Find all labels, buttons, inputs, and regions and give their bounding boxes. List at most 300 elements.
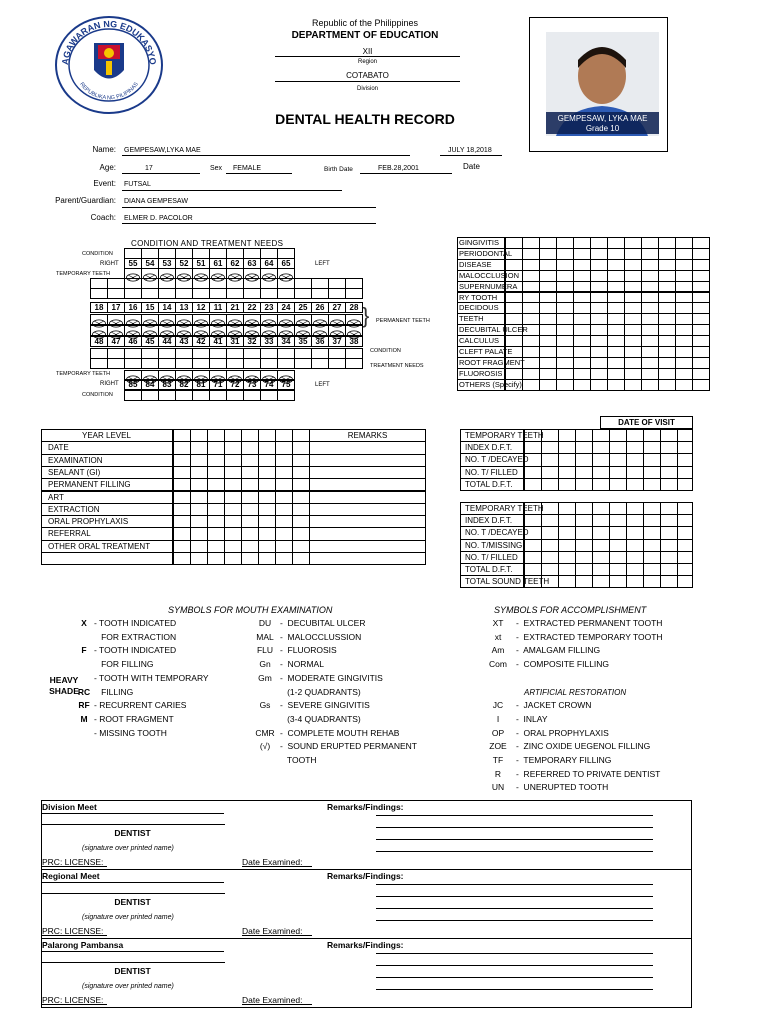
visit-cell[interactable] [677,575,693,588]
year-cell[interactable] [207,527,225,540]
prc-line[interactable] [42,935,107,936]
year-cell[interactable] [241,515,259,528]
visit-cell[interactable] [575,441,593,454]
year-cell[interactable] [275,552,293,565]
treatment-cell[interactable] [243,358,261,369]
treatment-cell[interactable] [311,358,329,369]
tooth-diagram-cell[interactable] [345,314,363,325]
tooth-diagram-cell[interactable] [209,325,227,336]
year-cell[interactable] [207,466,225,479]
visit-cell[interactable] [541,551,559,564]
year-cell[interactable] [258,540,276,553]
tooth-number-cell[interactable]: 63 [243,258,261,269]
treatment-cell[interactable] [141,288,159,299]
year-cell[interactable] [207,540,225,553]
treatment-cell[interactable] [260,288,278,299]
remarks-cell[interactable] [309,441,426,454]
condition-cell[interactable] [226,390,244,401]
visit-cell[interactable] [626,526,644,539]
visit-cell[interactable] [575,478,593,491]
tooth-number-cell[interactable]: 34 [277,336,295,347]
year-cell[interactable] [241,441,259,454]
visit-cell[interactable] [575,466,593,479]
condition-cell[interactable] [641,379,659,391]
treatment-cell[interactable] [192,288,210,299]
visit-cell[interactable] [575,526,593,539]
visit-cell[interactable] [643,478,661,491]
tooth-diagram-cell[interactable] [124,325,142,336]
tooth-number-cell[interactable]: 25 [294,302,312,313]
visit-cell[interactable] [609,514,627,527]
visit-cell[interactable] [609,551,627,564]
tooth-number-cell[interactable]: 62 [226,258,244,269]
year-cell[interactable] [224,491,242,504]
year-cell[interactable] [258,441,276,454]
remarks-line[interactable] [376,839,653,840]
treatment-cell[interactable] [158,358,176,369]
year-cell[interactable] [292,478,310,491]
visit-cell[interactable] [626,539,644,552]
year-cell[interactable] [190,454,208,467]
year-cell[interactable] [207,491,225,504]
visit-cell[interactable] [592,466,610,479]
year-cell[interactable] [207,441,225,454]
year-cell[interactable] [258,552,276,565]
tooth-diagram-cell[interactable] [124,314,142,325]
year-cell[interactable] [173,503,191,516]
year-cell[interactable] [173,466,191,479]
visit-cell[interactable] [626,466,644,479]
tooth-number-cell[interactable]: 44 [158,336,176,347]
tooth-diagram-cell[interactable] [175,314,193,325]
signature-line[interactable] [41,893,225,894]
visit-cell[interactable] [660,526,678,539]
condition-cell[interactable] [556,379,574,391]
visit-cell[interactable] [626,441,644,454]
treatment-cell[interactable] [107,358,125,369]
condition-cell[interactable] [505,379,523,391]
year-cell[interactable] [224,454,242,467]
year-cell[interactable] [275,540,293,553]
tooth-diagram-cell[interactable] [294,314,312,325]
condition-cell[interactable] [607,379,625,391]
visit-cell[interactable] [677,466,693,479]
tooth-number-cell[interactable]: 84 [141,379,159,390]
tooth-diagram-cell[interactable] [243,325,261,336]
treatment-cell[interactable] [90,288,108,299]
treatment-cell[interactable] [277,288,295,299]
tooth-number-cell[interactable]: 27 [328,302,346,313]
tooth-diagram-cell[interactable] [107,314,125,325]
tooth-number-cell[interactable]: 45 [141,336,159,347]
tooth-number-cell[interactable]: 17 [107,302,125,313]
year-cell[interactable] [190,466,208,479]
visit-cell[interactable] [677,514,693,527]
tooth-number-cell[interactable]: 72 [226,379,244,390]
year-cell[interactable] [292,441,310,454]
treatment-cell[interactable] [294,288,312,299]
visit-cell[interactable] [677,551,693,564]
year-cell[interactable] [241,552,259,565]
tooth-number-cell[interactable]: 55 [124,258,142,269]
treatment-cell[interactable] [345,358,363,369]
visit-cell[interactable] [541,539,559,552]
visit-cell[interactable] [524,514,542,527]
treatment-cell[interactable] [294,358,312,369]
remarks-line[interactable] [376,827,653,828]
year-cell[interactable] [258,429,276,442]
tooth-diagram-cell[interactable] [192,314,210,325]
remarks-line[interactable] [376,953,653,954]
treatment-cell[interactable] [209,288,227,299]
treatment-cell[interactable] [328,288,346,299]
year-cell[interactable] [224,527,242,540]
remarks-cell[interactable] [309,515,426,528]
condition-cell[interactable] [243,390,261,401]
remarks-cell[interactable] [309,454,426,467]
tooth-number-cell[interactable]: 18 [90,302,108,313]
year-cell[interactable] [207,552,225,565]
visit-cell[interactable] [609,441,627,454]
year-cell[interactable] [292,540,310,553]
year-cell[interactable] [258,454,276,467]
prc-line[interactable] [42,1004,107,1005]
remarks-line[interactable] [376,884,653,885]
visit-cell[interactable] [643,551,661,564]
tooth-number-cell[interactable]: 47 [107,336,125,347]
tooth-number-cell[interactable]: 46 [124,336,142,347]
remarks-line[interactable] [376,815,653,816]
tooth-number-cell[interactable]: 13 [175,302,193,313]
prc-line[interactable] [42,866,107,867]
visit-cell[interactable] [609,478,627,491]
visit-cell[interactable] [558,539,576,552]
tooth-diagram-cell[interactable] [311,325,329,336]
condition-cell[interactable] [124,390,142,401]
visit-cell[interactable] [541,526,559,539]
condition-cell[interactable] [175,390,193,401]
treatment-cell[interactable] [226,288,244,299]
remarks-line[interactable] [376,977,653,978]
year-cell[interactable] [292,527,310,540]
visit-cell[interactable] [660,539,678,552]
tooth-number-cell[interactable]: 11 [209,302,227,313]
year-cell[interactable] [241,503,259,516]
remarks-cell[interactable] [309,491,426,504]
year-cell[interactable] [275,429,293,442]
condition-cell[interactable] [158,390,176,401]
year-cell[interactable] [224,515,242,528]
remarks-cell[interactable] [309,503,426,516]
remarks-line[interactable] [376,908,653,909]
treatment-cell[interactable] [141,358,159,369]
condition-cell[interactable] [260,390,278,401]
visit-cell[interactable] [541,453,559,466]
date-examined-line[interactable] [242,935,312,936]
visit-cell[interactable] [592,453,610,466]
tooth-diagram-cell[interactable] [243,314,261,325]
condition-cell[interactable] [675,379,693,391]
tooth-number-cell[interactable]: 31 [226,336,244,347]
tooth-number-cell[interactable]: 85 [124,379,142,390]
year-cell[interactable] [292,552,310,565]
year-cell[interactable] [258,503,276,516]
year-cell[interactable] [241,429,259,442]
visit-cell[interactable] [541,441,559,454]
year-cell[interactable] [173,527,191,540]
tooth-number-cell[interactable]: 22 [243,302,261,313]
year-cell[interactable] [292,429,310,442]
tooth-number-cell[interactable]: 24 [277,302,295,313]
tooth-diagram-cell[interactable] [277,314,295,325]
year-cell[interactable] [258,515,276,528]
visit-cell[interactable] [524,478,542,491]
year-cell[interactable] [292,503,310,516]
tooth-diagram-cell[interactable] [209,314,227,325]
visit-cell[interactable] [643,441,661,454]
remarks-cell[interactable] [309,552,426,565]
visit-cell[interactable] [541,478,559,491]
treatment-cell[interactable] [107,288,125,299]
year-cell[interactable] [190,503,208,516]
visit-cell[interactable] [558,478,576,491]
condition-cell[interactable] [624,379,642,391]
tooth-number-cell[interactable]: 61 [209,258,227,269]
visit-cell[interactable] [558,526,576,539]
tooth-diagram-cell[interactable] [311,314,329,325]
tooth-diagram-cell[interactable] [294,325,312,336]
year-cell[interactable] [224,466,242,479]
visit-cell[interactable] [592,526,610,539]
year-cell[interactable] [190,527,208,540]
treatment-cell[interactable] [192,358,210,369]
remarks-cell[interactable] [309,527,426,540]
year-cell[interactable] [275,478,293,491]
year-cell[interactable] [224,540,242,553]
tooth-number-cell[interactable]: 16 [124,302,142,313]
visit-cell[interactable] [524,575,542,588]
tooth-number-cell[interactable]: 37 [328,336,346,347]
tooth-number-cell[interactable]: 83 [158,379,176,390]
visit-cell[interactable] [541,466,559,479]
visit-cell[interactable] [575,514,593,527]
visit-cell[interactable] [643,526,661,539]
visit-cell[interactable] [558,453,576,466]
visit-cell[interactable] [609,526,627,539]
condition-cell[interactable] [539,379,557,391]
tooth-number-cell[interactable]: 28 [345,302,363,313]
visit-cell[interactable] [609,539,627,552]
visit-cell[interactable] [524,539,542,552]
visit-cell[interactable] [609,575,627,588]
condition-cell[interactable] [658,379,676,391]
visit-cell[interactable] [643,453,661,466]
tooth-number-cell[interactable]: 51 [192,258,210,269]
year-cell[interactable] [190,540,208,553]
tooth-number-cell[interactable]: 71 [209,379,227,390]
year-cell[interactable] [275,491,293,504]
treatment-cell[interactable] [209,358,227,369]
tooth-diagram-cell[interactable] [345,325,363,336]
visit-cell[interactable] [626,575,644,588]
visit-cell[interactable] [575,539,593,552]
visit-cell[interactable] [609,453,627,466]
visit-cell[interactable] [592,478,610,491]
tooth-number-cell[interactable]: 75 [277,379,295,390]
year-cell[interactable] [275,527,293,540]
year-cell[interactable] [173,491,191,504]
tooth-number-cell[interactable]: 81 [192,379,210,390]
year-cell[interactable] [241,466,259,479]
year-cell[interactable] [173,478,191,491]
year-cell[interactable] [173,429,191,442]
treatment-cell[interactable] [124,288,142,299]
visit-cell[interactable] [677,478,693,491]
visit-cell[interactable] [643,514,661,527]
treatment-cell[interactable] [90,358,108,369]
year-cell[interactable] [173,552,191,565]
year-cell[interactable] [207,454,225,467]
condition-cell[interactable] [209,390,227,401]
year-cell[interactable] [241,491,259,504]
visit-cell[interactable] [677,453,693,466]
tooth-number-cell[interactable]: 15 [141,302,159,313]
remarks-cell[interactable] [309,466,426,479]
year-cell[interactable] [224,478,242,491]
visit-cell[interactable] [643,575,661,588]
year-cell[interactable] [190,441,208,454]
tooth-number-cell[interactable]: 14 [158,302,176,313]
treatment-cell[interactable] [124,358,142,369]
tooth-number-cell[interactable]: 54 [141,258,159,269]
tooth-diagram-cell[interactable] [141,314,159,325]
treatment-cell[interactable] [277,358,295,369]
visit-cell[interactable] [626,551,644,564]
visit-cell[interactable] [592,575,610,588]
treatment-cell[interactable] [260,358,278,369]
remarks-line[interactable] [376,989,653,990]
tooth-number-cell[interactable]: 73 [243,379,261,390]
remarks-cell[interactable] [309,478,426,491]
visit-cell[interactable] [558,514,576,527]
visit-cell[interactable] [558,575,576,588]
tooth-number-cell[interactable]: 42 [192,336,210,347]
visit-cell[interactable] [541,575,559,588]
visit-cell[interactable] [592,539,610,552]
condition-cell[interactable] [277,390,295,401]
year-cell[interactable] [190,429,208,442]
tooth-diagram-cell[interactable] [158,314,176,325]
treatment-cell[interactable] [243,288,261,299]
visit-cell[interactable] [643,539,661,552]
tooth-number-cell[interactable]: 64 [260,258,278,269]
condition-cell[interactable] [692,379,710,391]
visit-cell[interactable] [524,526,542,539]
tooth-diagram-cell[interactable] [158,325,176,336]
tooth-diagram-cell[interactable] [226,314,244,325]
year-cell[interactable] [258,466,276,479]
year-cell[interactable] [241,540,259,553]
remarks-line[interactable] [376,920,653,921]
visit-cell[interactable] [660,466,678,479]
visit-cell[interactable] [575,551,593,564]
tooth-number-cell[interactable]: 12 [192,302,210,313]
visit-cell[interactable] [626,514,644,527]
tooth-number-cell[interactable]: 43 [175,336,193,347]
visit-cell[interactable] [660,478,678,491]
year-cell[interactable] [292,515,310,528]
tooth-diagram-cell[interactable] [328,314,346,325]
tooth-diagram-cell[interactable] [260,325,278,336]
visit-cell[interactable] [660,575,678,588]
visit-cell[interactable] [660,551,678,564]
visit-cell[interactable] [524,551,542,564]
tooth-number-cell[interactable]: 48 [90,336,108,347]
tooth-diagram-cell[interactable] [328,325,346,336]
condition-cell[interactable] [192,390,210,401]
treatment-cell[interactable] [328,358,346,369]
visit-cell[interactable] [609,466,627,479]
tooth-number-cell[interactable]: 52 [175,258,193,269]
year-cell[interactable] [275,503,293,516]
tooth-number-cell[interactable]: 74 [260,379,278,390]
tooth-number-cell[interactable]: 32 [243,336,261,347]
visit-cell[interactable] [677,526,693,539]
year-cell[interactable] [207,503,225,516]
tooth-diagram-cell[interactable] [260,314,278,325]
tooth-number-cell[interactable]: 33 [260,336,278,347]
year-cell[interactable] [173,540,191,553]
visit-cell[interactable] [677,539,693,552]
signature-line[interactable] [41,824,225,825]
year-cell[interactable] [258,478,276,491]
visit-cell[interactable] [541,514,559,527]
tooth-diagram-cell[interactable] [226,325,244,336]
date-examined-line[interactable] [242,1004,312,1005]
condition-cell[interactable] [522,379,540,391]
tooth-number-cell[interactable]: 53 [158,258,176,269]
year-cell[interactable] [292,466,310,479]
year-cell[interactable] [207,515,225,528]
visit-cell[interactable] [558,441,576,454]
year-cell[interactable] [224,441,242,454]
year-cell[interactable] [275,441,293,454]
visit-cell[interactable] [558,551,576,564]
year-cell[interactable] [190,491,208,504]
year-cell[interactable] [190,478,208,491]
visit-cell[interactable] [592,441,610,454]
condition-cell[interactable] [141,390,159,401]
visit-cell[interactable] [524,453,542,466]
year-cell[interactable] [207,478,225,491]
tooth-number-cell[interactable]: 35 [294,336,312,347]
tooth-number-cell[interactable]: 82 [175,379,193,390]
year-cell[interactable] [224,429,242,442]
year-cell[interactable] [224,503,242,516]
year-cell[interactable] [241,478,259,491]
year-cell[interactable] [173,441,191,454]
tooth-number-cell[interactable]: 36 [311,336,329,347]
year-cell[interactable] [173,515,191,528]
treatment-cell[interactable] [175,288,193,299]
visit-cell[interactable] [660,441,678,454]
year-cell[interactable] [173,454,191,467]
visit-cell[interactable] [677,441,693,454]
visit-cell[interactable] [524,466,542,479]
visit-cell[interactable] [626,453,644,466]
remarks-line[interactable] [376,896,653,897]
year-cell[interactable] [207,429,225,442]
